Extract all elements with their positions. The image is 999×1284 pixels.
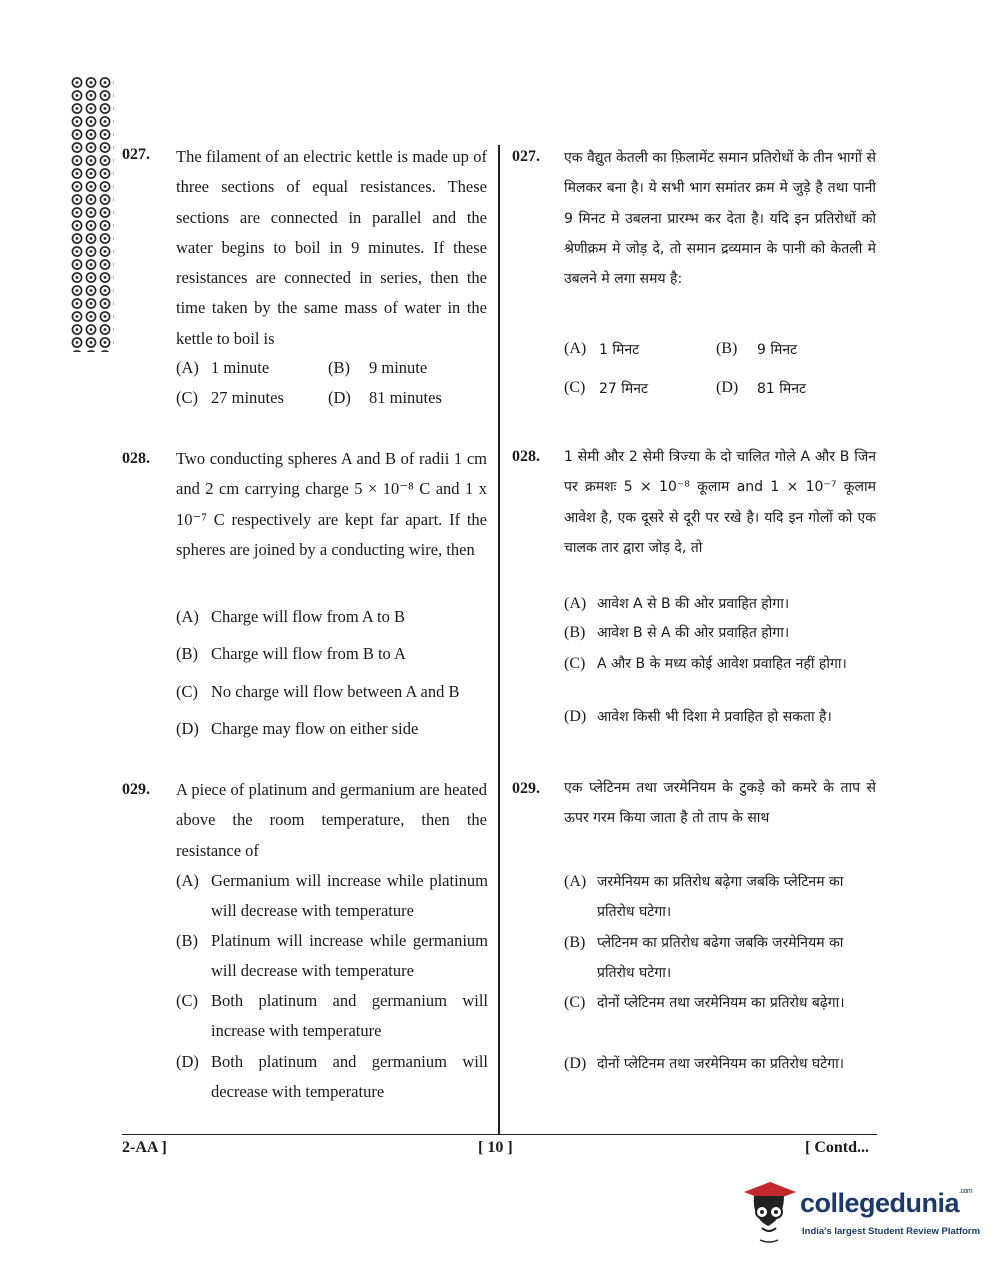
question-number: 027. (512, 148, 540, 165)
option-label: (D) (564, 708, 587, 725)
brand-tagline: India's largest Student Review Platform (802, 1226, 981, 1237)
option-label: (A) (564, 340, 587, 357)
option (176, 1047, 488, 1108)
question-number: 027. (122, 146, 150, 163)
brand-suffix: .com (959, 1188, 973, 1195)
brand-name: collegedunia (800, 1188, 960, 1218)
option-text: दोनों प्लेटिनम तथा जरमेनियम का प्रतिरोध बढ़ेगा। (597, 995, 845, 1011)
option-text: 9 minute (369, 358, 428, 377)
option (176, 607, 488, 627)
option (564, 928, 876, 988)
option-label: (B) (328, 358, 350, 377)
option-text: 27 मिनट (599, 381, 649, 397)
option-label: (C) (564, 655, 586, 672)
option-label: (A) (564, 873, 587, 890)
option-label: (C) (176, 682, 198, 701)
option-label: (C) (564, 994, 586, 1011)
option (176, 682, 488, 702)
option-label: (A) (176, 607, 199, 626)
question-text-hindi: एक प्लेटिनम तथा जरमेनियम के टुकड़े को कमरे के ताप से ऊपर गरम किया जाता है तो ताप के साथ (564, 780, 876, 827)
option-label: (B) (564, 934, 586, 951)
question-text: A piece of platinum and germanium are heated above the room temperature, then the resistance of (176, 780, 487, 860)
option-text: Charge will flow from B to A (211, 644, 406, 663)
option-label: (B) (564, 624, 586, 641)
footer-booklet-code: 2-AA ] (122, 1139, 167, 1156)
option-label: (C) (176, 388, 198, 407)
option-text: 9 मिनट (757, 342, 798, 358)
option-text: आवेश B से A की ओर प्रवाहित होगा। (597, 625, 790, 641)
option-text: Both platinum and germanium will decrease with temperature (211, 1052, 488, 1102)
option-text: Both platinum and germanium will increase with temperature (211, 991, 488, 1041)
footer-continued: [ Contd... (805, 1139, 870, 1156)
option-label: (D) (716, 379, 739, 396)
option (176, 986, 488, 1047)
option-text: दोनों प्लेटिनम तथा जरमेनियम का प्रतिरोध घटेगा। (597, 1056, 845, 1072)
option (176, 866, 488, 927)
option (564, 652, 876, 676)
option-row (564, 340, 797, 359)
option-label: (B) (176, 644, 198, 663)
option-text: जरमेनियम का प्रतिरोध बढ़ेगा जबकि प्लेटिनम का प्रतिरोध घटेगा। (597, 874, 844, 920)
option (176, 644, 488, 664)
student-mascot-icon (740, 1178, 798, 1246)
collegedunia-watermark (740, 1178, 981, 1248)
question-text-hindi: एक वैद्युत केतली का फ़िलामेंट समान प्रतिरोधों के तीन भागों से मिलकर बना है। ये सभी भाग समांतर क्रम मे जुड़े है तथा पानी 9 मिनट मे उबलना प्रारम्भ कर देता है। यदि इन प्रतिरोधों को श्रेणीक्रम मे जोड़ दे, तो समान द्रव्यमान के पानी को केतली मे उबलने मे लगा समय है: (564, 150, 876, 288)
footer-rule (122, 1134, 877, 1135)
option (564, 867, 876, 927)
option-label: (B) (716, 340, 738, 357)
option (564, 705, 876, 729)
option-text: Platinum will increase while germanium will decrease with temperature (211, 931, 488, 981)
option-label: (D) (328, 388, 351, 407)
footer-page-number: [ 10 ] (478, 1139, 513, 1156)
option-label: (A) (176, 358, 199, 377)
option-row (176, 388, 442, 408)
question-number: 029. (122, 781, 150, 798)
option (564, 1049, 876, 1079)
question-text-hindi: 1 सेमी और 2 सेमी त्रिज्या के दो चालित गोले A और B जिन पर क्रमशः 5 × 10⁻⁸ कूलाम and 1 × 10⁻⁷ कूलाम आवेश है, एक दूसरे से दूरी पर रखे है। यदि इन गोलों को एक चालक तार द्वारा जोड़ दे, तो (564, 449, 876, 556)
option-text: आवेश A से B की ओर प्रवाहित होगा। (597, 596, 790, 612)
question-number: 029. (512, 780, 540, 797)
option-text: 27 minutes (211, 388, 284, 407)
option (564, 592, 876, 616)
option-label: (C) (564, 379, 586, 396)
option-text: Charge will flow from A to B (211, 607, 406, 626)
question-number: 028. (122, 450, 150, 467)
option-text: No charge will flow between A and B (211, 682, 460, 701)
option-text: Germanium will increase while platinum will decrease with temperature (211, 871, 488, 921)
option (564, 988, 876, 1018)
option-label: (B) (176, 931, 198, 950)
option-label: (C) (176, 991, 198, 1010)
option (176, 926, 488, 987)
option-text: 1 मिनट (599, 342, 640, 358)
option-label: (A) (176, 871, 199, 890)
option-text: आवेश किसी भी दिशा मे प्रवाहित हो सकता है। (597, 709, 832, 725)
option (176, 719, 488, 739)
option-row (176, 358, 427, 378)
column-divider (498, 145, 500, 1135)
option-text: प्लेटिनम का प्रतिरोध बढेगा जबकि जरमेनियम का प्रतिरोध घटेगा। (597, 935, 844, 981)
option (564, 621, 876, 645)
option-label: (D) (564, 1055, 587, 1072)
option-text: 81 minutes (369, 388, 442, 407)
option-label: (A) (564, 595, 587, 612)
question-text: The filament of an electric kettle is made up of three sections of equal resistances. These sections are connected in parallel and the water begins to boil in 9 minutes. If these resistances are connected in series, then the time taken by the same mass of water in the kettle to boil is (176, 147, 487, 348)
option-row (564, 379, 806, 398)
option-text: Charge may flow on either side (211, 719, 419, 738)
option-text: 1 minute (211, 358, 270, 377)
option-label: (D) (176, 1052, 199, 1071)
option-text: 81 मिनट (757, 381, 807, 397)
option-text: A और B के मध्य कोई आवेश प्रवाहित नहीं होगा। (597, 656, 847, 672)
question-number: 028. (512, 448, 540, 465)
decorative-border-pattern (70, 76, 114, 352)
question-text: Two conducting spheres A and B of radii 1 cm and 2 cm carrying charge 5 × 10⁻⁸ C and 1 x 10⁻⁷ C respectively are kept far apart. If the spheres are joined by a conducting wire, then (176, 449, 487, 559)
option-label: (D) (176, 719, 199, 738)
